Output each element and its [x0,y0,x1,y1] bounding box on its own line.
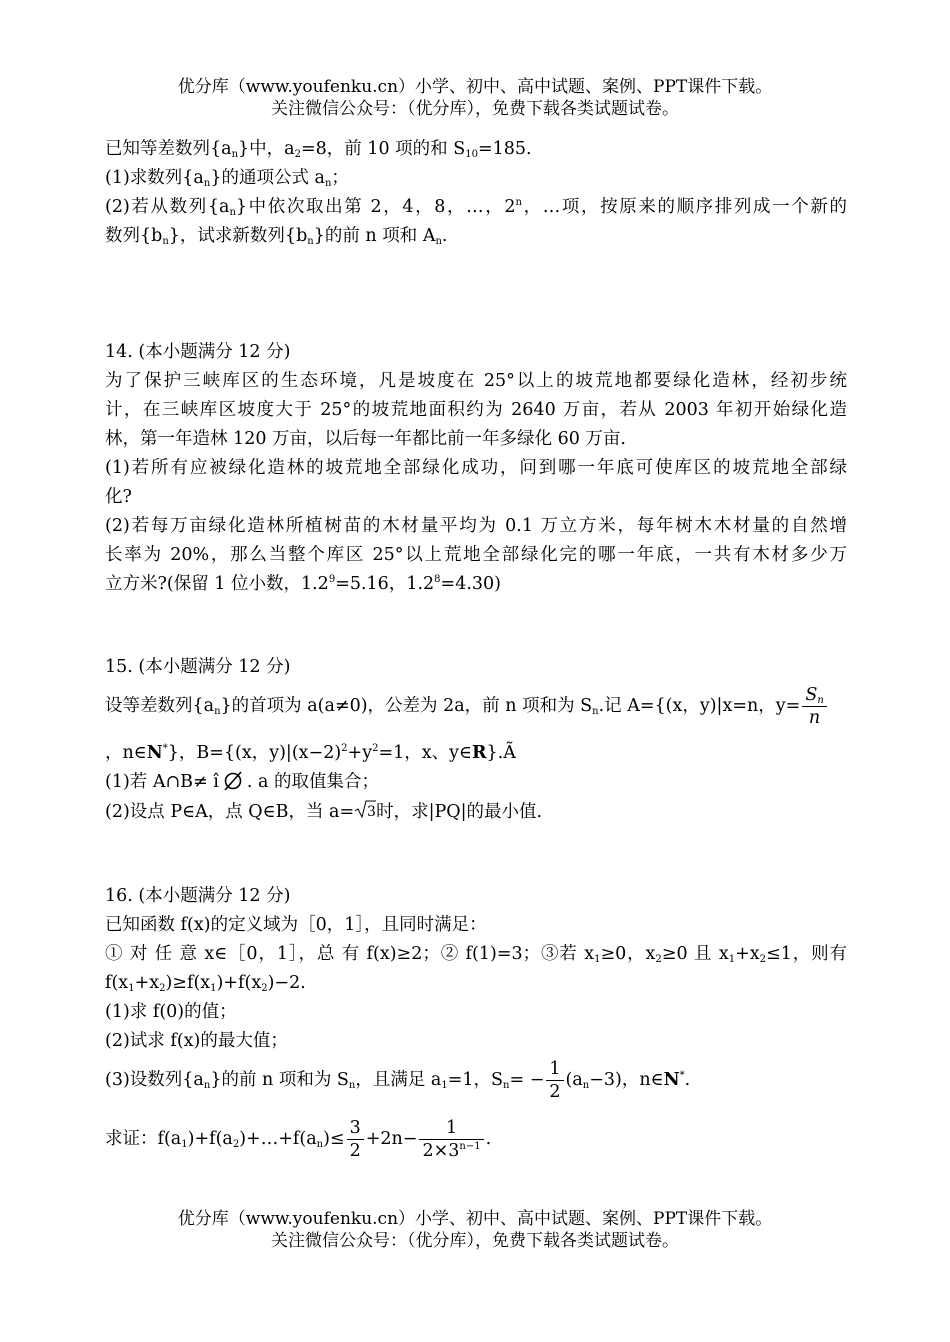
q15-title: 15. (本小题满分 12 分) [105,657,291,677]
q13-part2-line1: (2)若从数列$\{a_n\}$中依次取出第 2，4，8，…，2$^n$，…项，按原来的顺序排列成一个新的 [105,197,848,218]
q13-intro: 已知等差数列$\{a_n\}$中，$a_2=8$，前 10 项的和 $S_{10}=185$. [105,139,532,160]
fraction-three-halves: $\frac{3}{2}$ [347,1117,364,1162]
header-line-2: 关注微信公众号：（优分库），免费下载各类试题试卷。 [271,99,679,119]
q16-title: 16. (本小题满分 12 分) [105,886,291,906]
q14-line-5: 化? [105,487,132,507]
svg-text:3: 3 [367,804,377,819]
q15-part2: (2)设点 P∈A，点 Q∈B，当 a= 3 时，求|PQ|的最小值. [105,799,847,826]
q16-part3: (3)设数列$\{a_n\}$的前 n 项和为 $S_n$，且满足 $a_1=1$，$S_n=$ − $\frac{1}{2}$ $(a_n-3)$，n∈N*. [105,1059,691,1102]
q16-line-3: $f(x_1+x_2)\ge f(x_1)+f(x_2)-2$. [105,973,306,994]
q14-line-2: 计，在三峡库区坡度大于 25°的坡荒地面积约为 2640 万亩，若从 2003 年初开始绿化造 [105,400,847,420]
header-line-1: 优分库（www.youfenku.cn）小学、初中、高中试题、案例、PPT课件下载。 [177,77,773,97]
page-header [0,76,950,120]
q16-part2: (2)试求 f(x)的最大值； [105,1031,288,1051]
q14-title: 14. (本小题满分 12 分) [105,342,291,362]
q15-line-1: 设等差数列$\{a_n\}$的首项为 a(a≠0)，公差为 2a，前 n 项和为 $S_n$.记 A={(x，y)|x=n，y= $\frac{S_n}{n}$ [105,684,847,729]
q16-line-2: ① 对 任 意 x∈［0，1］，总 有 f(x)≥2；② f(1)=3；③若 $x_1\ge 0$，$x_2\ge 0$ 且 $x_1+x_2\le 1$，则有 [105,944,847,965]
q13-part2-line2: 数列$\{b_n\}$，试求新数列$\{b_n\}$的前 n 项和 $A_n$. [105,226,448,247]
fraction-one-over-2x3: $\frac{1}{2\times 3^{n-1}}$ [419,1117,483,1162]
page-footer [0,1208,950,1252]
q16-proof: 求证：$f(a_1)+f(a_2)+\dots+f(a_n)\le$ $\frac{3}{2}$ +2n− $\frac{1}{2\times 3^{n-1}}$ . [105,1118,492,1161]
q14-line-3: 林，第一年造林 120 万亩，以后每一年都比前一年多绿化 60 万亩. [105,429,626,449]
q15-line-2: ，n∈N*}，B={(x，$y)|(x-2)^2+y^2=1$，x、y∈R}.Ã [105,743,516,763]
q14-line-7: 长率为 20%，那么当整个库区 25°以上荒地全部绿化完的哪一年底，一共有木材多少万 [105,545,847,565]
q14-line-6: (2)若每万亩绿化造林所植树苗的木材量平均为 0.1 万立方米，每年树木木材量的自然增 [105,516,847,536]
fraction-one-half: $\frac{1}{2}$ [546,1058,563,1103]
footer-line-2: 关注微信公众号：（优分库），免费下载各类试题试卷。 [271,1231,679,1251]
sqrt-3 [354,799,376,826]
footer-line-1: 优分库（www.youfenku.cn）小学、初中、高中试题、案例、PPT课件下载。 [177,1209,773,1229]
q14-line-1: 为了保护三峡库区的生态环境，凡是坡度在 25°以上的坡荒地都要绿化造林，经初步统 [105,371,847,391]
q16-part1: (1)求 f(0)的值； [105,1002,237,1022]
fraction-sn-over-n: $\frac{S_n}{n}$ [802,684,826,729]
q13-part1: (1)求数列$\{a_n\}$的通项公式 $a_n$； [105,168,349,189]
empty-set-icon [222,770,244,792]
q14-line-8: 立方米?(保留 1 位小数，$1.2^9=5.16$，$1.2^8=4.30$) [105,574,501,594]
q15-part1: (1)若 A∩B≠ î . a 的取值集合； [105,772,379,792]
q16-line-1: 已知函数 f(x)的定义域为［0，1］，且同时满足： [105,915,487,935]
q14-line-4: (1)若所有应被绿化造林的坡荒地全部绿化成功，问到哪一年底可使库区的坡荒地全部绿 [105,458,847,478]
